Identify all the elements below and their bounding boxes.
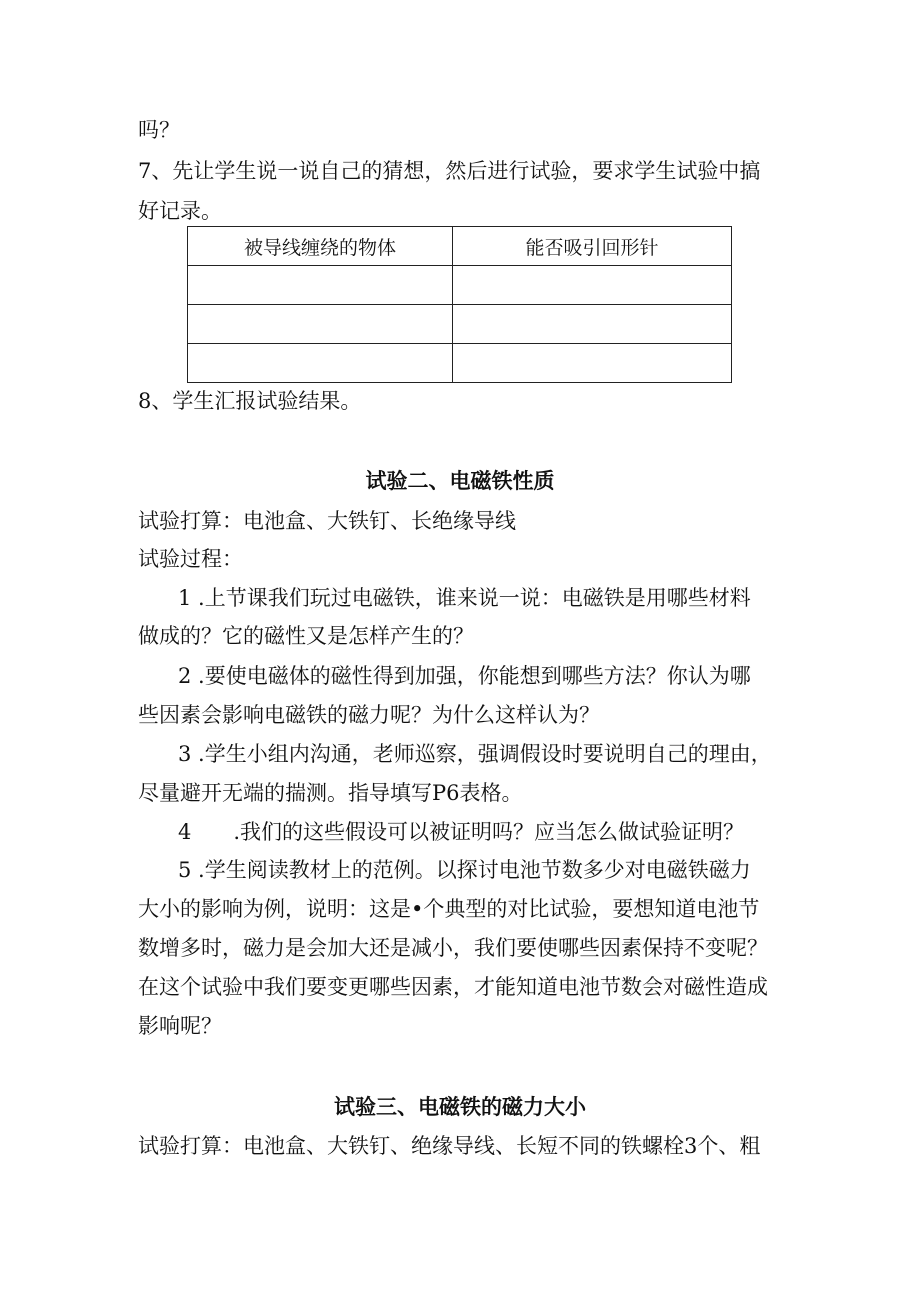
section-title-exp3: 试验三、电磁铁的磁力大小 xyxy=(334,1095,586,1119)
table-header-row xyxy=(188,227,732,266)
section-title-exp2: 试验二、电磁铁性质 xyxy=(365,469,555,493)
exp2-plan: 试验打算：电池盒、大铁钉、长绝缘导线 xyxy=(138,509,516,533)
exp2-step-5-line-5: 影响呢？ xyxy=(138,1014,222,1038)
item-8: 8、学生汇报试验结果。 xyxy=(138,389,362,413)
exp2-step-5-line-4: 在这个试验中我们要变更哪些因素，才能知道电池节数会对磁性造成 xyxy=(138,975,768,999)
table-cell xyxy=(188,266,453,305)
table-cell xyxy=(453,305,732,344)
record-table xyxy=(187,226,732,383)
exp2-step-5-line-1: 5 .学生阅读教材上的范例。以探讨电池节数多少对电磁铁磁力 xyxy=(178,858,751,882)
exp3-plan: 试验打算：电池盒、大铁钉、绝缘导线、长短不同的铁螺栓3个、粗 xyxy=(138,1134,761,1158)
table-cell xyxy=(188,344,453,383)
exp2-step-3-line-2: 尽量避开无端的揣测。指导填写P6表格。 xyxy=(138,781,523,805)
exp2-step-4: 4 .我们的这些假设可以被证明吗？应当怎么做试验证明？ xyxy=(178,820,745,844)
table-row xyxy=(188,266,732,305)
table-row xyxy=(188,305,732,344)
header-attract: 能否吸引回形针 xyxy=(453,227,732,266)
exp2-step-2-line-2: 些因素会影响电磁铁的磁力呢？为什么这样认为？ xyxy=(138,703,600,727)
exp2-step-5-line-2: 大小的影响为例，说明：这是•个典型的对比试验，要想知道电池节 xyxy=(138,897,760,921)
exp2-step-5-line-3: 数增多时，磁力是会加大还是减小，我们要使哪些因素保持不变呢？ xyxy=(138,936,768,960)
exp2-step-3-line-1: 3 .学生小组内沟通，老师巡察，强调假设时要说明自己的理由， xyxy=(178,742,772,766)
table-cell xyxy=(188,305,453,344)
item-7-line-2: 好记录。 xyxy=(138,199,222,223)
table-cell xyxy=(453,344,732,383)
exp2-process-label: 试验过程： xyxy=(138,547,243,571)
table-cell xyxy=(453,266,732,305)
text-line: 吗？ xyxy=(138,118,180,142)
item-7-line-1: 7、先让学生说一说自己的猜想，然后进行试验，要求学生试验中搞 xyxy=(138,159,761,183)
header-object: 被导线缠绕的物体 xyxy=(188,227,453,266)
exp2-step-2-line-1: 2 .要使电磁体的磁性得到加强，你能想到哪些方法？你认为哪 xyxy=(178,664,751,688)
table-row xyxy=(188,344,732,383)
exp2-step-1-line-1: 1 .上节课我们玩过电磁铁，谁来说一说：电磁铁是用哪些材料 xyxy=(178,586,751,610)
exp2-step-1-line-2: 做成的？它的磁性又是怎样产生的？ xyxy=(138,624,474,648)
